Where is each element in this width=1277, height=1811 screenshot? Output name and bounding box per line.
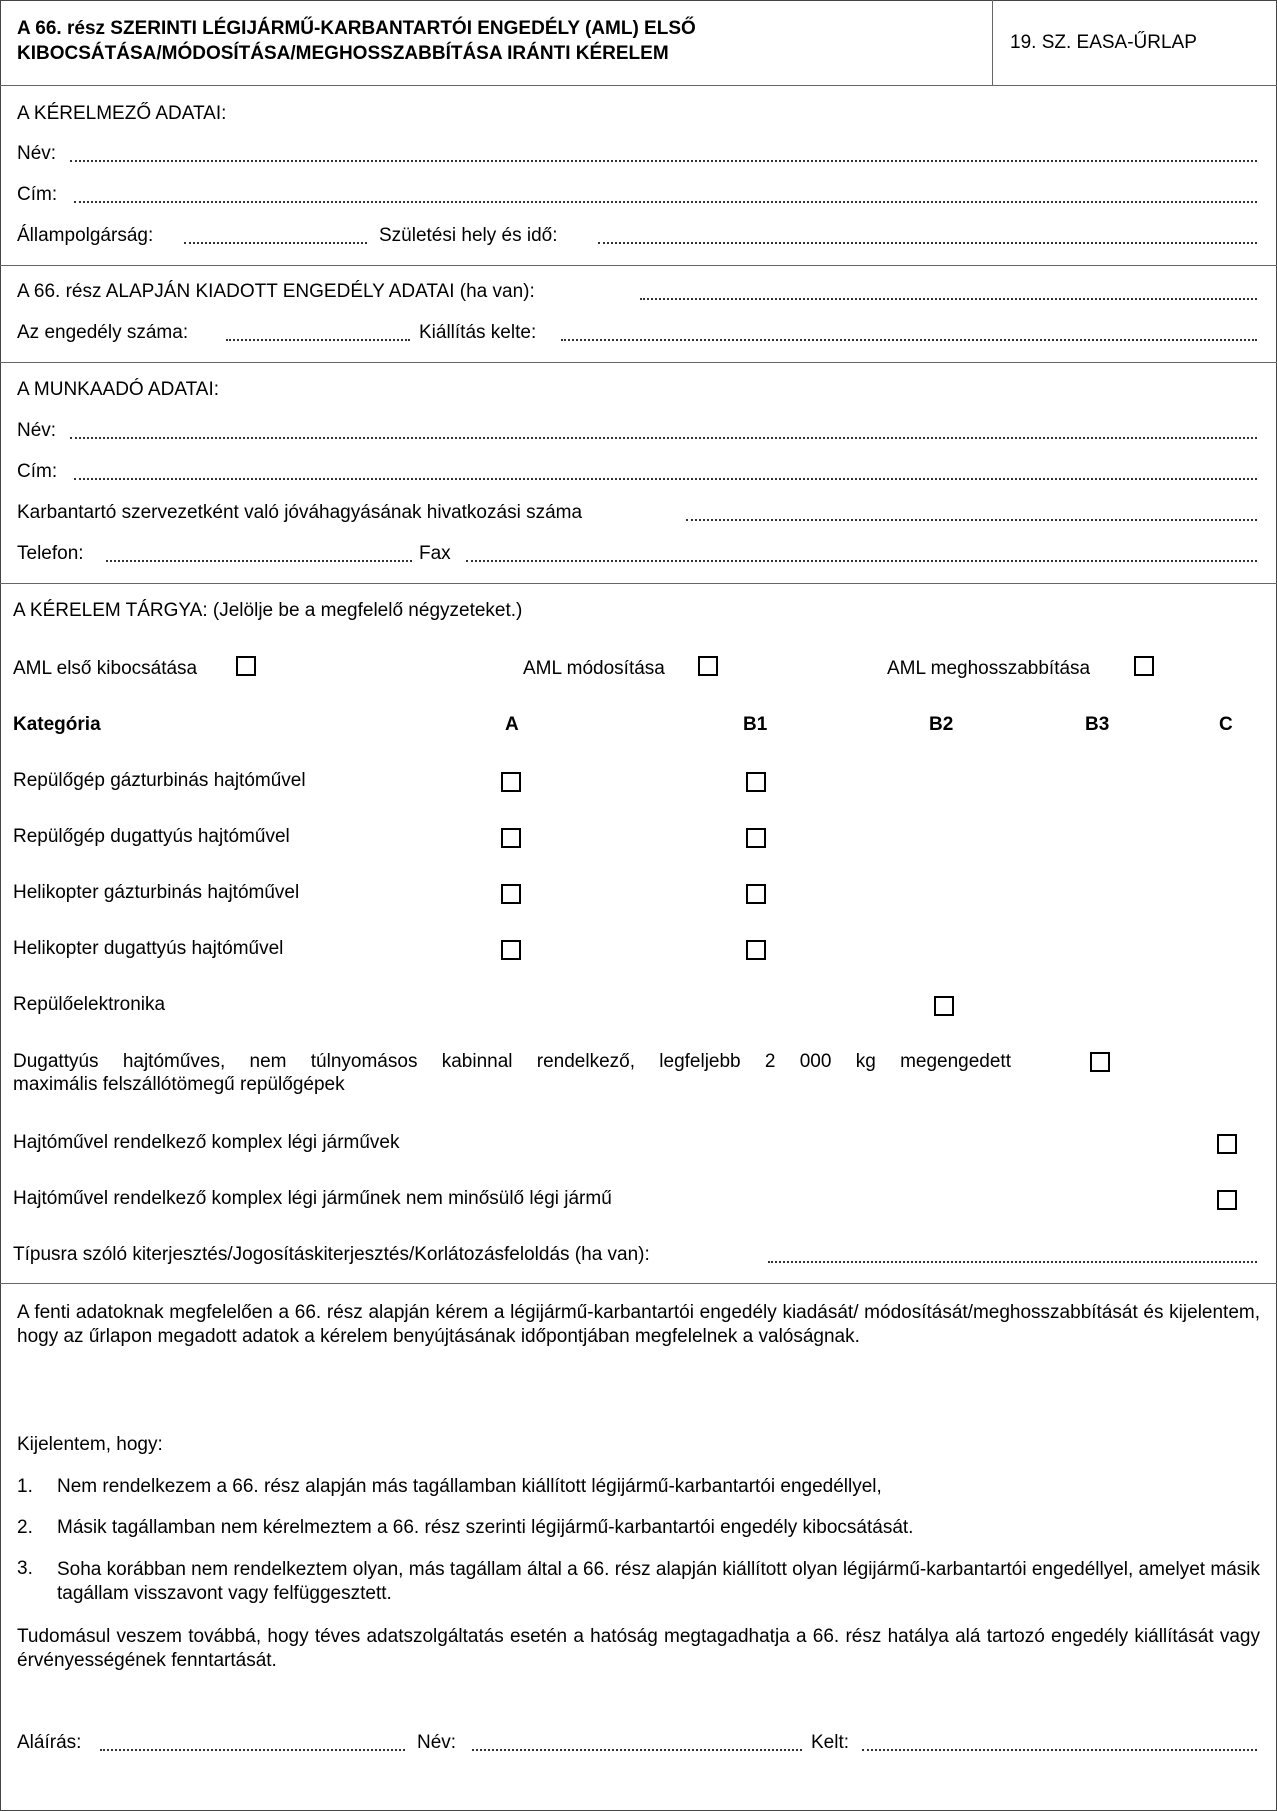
applicant-heading: A KÉRELMEZŐ ADATAI: [17,103,227,124]
applicant-address-field[interactable] [74,201,1257,203]
category-checkbox-a[interactable] [501,940,521,960]
form-title-line1: A 66. rész SZERINTI LÉGIJÁRMŰ-KARBANTARTÓI ENGEDÉLY (AML) ELSŐ [17,18,696,39]
category-checkbox-b1[interactable] [746,772,766,792]
declare-label: Kijelentem, hogy: [17,1434,163,1455]
signature-label: Aláírás: [17,1732,82,1753]
applicant-address-label: Cím: [17,184,58,205]
section-divider [0,85,1277,86]
acknowledgement-text: Tudomásul veszem továbbá, hogy téves adatszolgáltatás esetén a hatóság megtagadhatja a 66. rész hatálya alá tartozó engedély kiállítását vagy érvényességének fenntartását. [17,1626,1260,1671]
approval-reference-field[interactable] [686,519,1257,521]
renewal-checkbox[interactable] [1134,656,1154,676]
initial-issue-checkbox[interactable] [236,656,256,676]
category-row-label-line1: Dugattyús hajtóműves, nem túlnyomásos kabinnal rendelkező, legfeljebb 2 000 kg megengedett [13,1051,1011,1072]
section-divider [0,1283,1277,1284]
category-row-label [13,1050,1011,1096]
signature-date-label: Kelt: [811,1732,850,1753]
category-row-label-line2: maximális felszállótömegű repülőgépek [13,1074,345,1095]
licence-number-label: Az engedély száma: [17,322,189,343]
section-divider [0,583,1277,584]
category-checkbox-c[interactable] [1217,1134,1237,1154]
category-checkbox-c[interactable] [1217,1190,1237,1210]
request-option-label: AML módosítása [523,658,665,679]
form-title-line2: KIBOCSÁTÁSA/MÓDOSÍTÁSA/MEGHOSSZABBÍTÁSA IRÁNTI KÉRELEM [17,43,669,64]
approval-reference-label: Karbantartó szervezetként való jóváhagyásának hivatkozási száma [17,502,583,523]
birth-place-date-label: Születési hely és idő: [379,225,558,246]
request-option-label: AML meghosszabbítása [887,658,1091,679]
signer-name-field[interactable] [472,1749,802,1751]
category-row-label: Hajtóművel rendelkező komplex légi járművek [13,1132,400,1153]
licence-heading: A 66. rész ALAPJÁN KIADOTT ENGEDÉLY ADATAI (ha van): [17,281,535,302]
applicant-name-field[interactable] [70,160,1257,162]
section-divider [0,265,1277,266]
category-checkbox-a[interactable] [501,772,521,792]
signature-field[interactable] [100,1749,405,1751]
category-checkbox-a[interactable] [501,828,521,848]
employer-heading: A MUNKAADÓ ADATAI: [17,379,220,400]
header-divider [992,0,993,85]
phone-label: Telefon: [17,543,84,564]
type-rating-field[interactable] [768,1261,1257,1263]
licence-issue-date-label: Kiállítás kelte: [419,322,537,343]
declaration-item-text: Nem rendelkezem a 66. rész alapján más tagállamban kiállított légijármű-karbantartói engedéllyel, [57,1476,882,1497]
employer-name-field[interactable] [70,437,1257,439]
licence-heading-field[interactable] [640,298,1257,300]
amendment-checkbox[interactable] [698,656,718,676]
phone-field[interactable] [106,560,412,562]
category-row-label: Helikopter dugattyús hajtóművel [13,938,284,959]
category-checkbox-b3[interactable] [1090,1052,1110,1072]
section-divider [0,362,1277,363]
request-option-label: AML első kibocsátása [13,658,198,679]
column-header-b3: B3 [1085,714,1110,735]
fax-field[interactable] [466,560,1257,562]
declaration-item-text: Másik tagállamban nem kérelmeztem a 66. rész szerinti légijármű-karbantartói engedély kibocsátását. [57,1517,914,1538]
declaration-item-number: 2. [17,1517,33,1538]
birth-place-date-field[interactable] [598,242,1257,244]
category-row-label: Repülőelektronika [13,994,166,1015]
category-row-label: Repülőgép gázturbinás hajtóművel [13,770,306,791]
signature-date-field[interactable] [862,1749,1257,1751]
type-rating-label: Típusra szóló kiterjesztés/Jogosításkiterjesztés/Korlátozásfeloldás (ha van): [13,1244,650,1265]
applicant-name-label: Név: [17,143,57,164]
category-checkbox-b1[interactable] [746,884,766,904]
form-code: 19. SZ. EASA-ŰRLAP [1010,32,1197,53]
declaration-item-number: 3. [17,1558,33,1579]
column-header-b2: B2 [929,714,954,735]
signer-name-label: Név: [417,1732,457,1753]
employer-address-label: Cím: [17,461,58,482]
category-checkbox-b1[interactable] [746,940,766,960]
column-header-c: C [1219,714,1233,735]
category-row-label: Helikopter gázturbinás hajtóművel [13,882,300,903]
column-header-a: A [505,714,519,735]
nationality-field[interactable] [184,242,367,244]
category-checkbox-b1[interactable] [746,828,766,848]
category-row-label: Repülőgép dugattyús hajtóművel [13,826,290,847]
category-header: Kategória [13,714,101,735]
column-header-b1: B1 [743,714,768,735]
nationality-label: Állampolgárság: [17,225,154,246]
declaration-intro: A fenti adatoknak megfelelően a 66. rész alapján kérem a légijármű-karbantartói engedély kiadását/ módosítását/meghosszabbítását és kijelentem, hogy az űrlapon megadott adatok a kérelem benyújtásának időpontjában megfelelnek a valóságnak. [17,1302,1260,1347]
category-checkbox-a[interactable] [501,884,521,904]
category-row-label: Hajtóművel rendelkező komplex légi járműnek nem minősülő légi jármű [13,1188,612,1209]
declaration-item-number: 1. [17,1476,33,1497]
category-checkbox-b2[interactable] [934,996,954,1016]
employer-address-field[interactable] [74,478,1257,480]
licence-issue-date-field[interactable] [561,339,1257,341]
request-heading: A KÉRELEM TÁRGYA: (Jelölje be a megfelelő négyzeteket.) [13,600,523,621]
declaration-item-text: Soha korábban nem rendelkeztem olyan, más tagállam által a 66. rész alapján kiállított olyan légijármű-karbantartói engedéllyel, amelyet másik tagállam visszavont vagy felfüggesztett. [57,1559,1260,1604]
fax-label: Fax [419,543,451,564]
licence-number-field[interactable] [226,339,410,341]
employer-name-label: Név: [17,420,57,441]
